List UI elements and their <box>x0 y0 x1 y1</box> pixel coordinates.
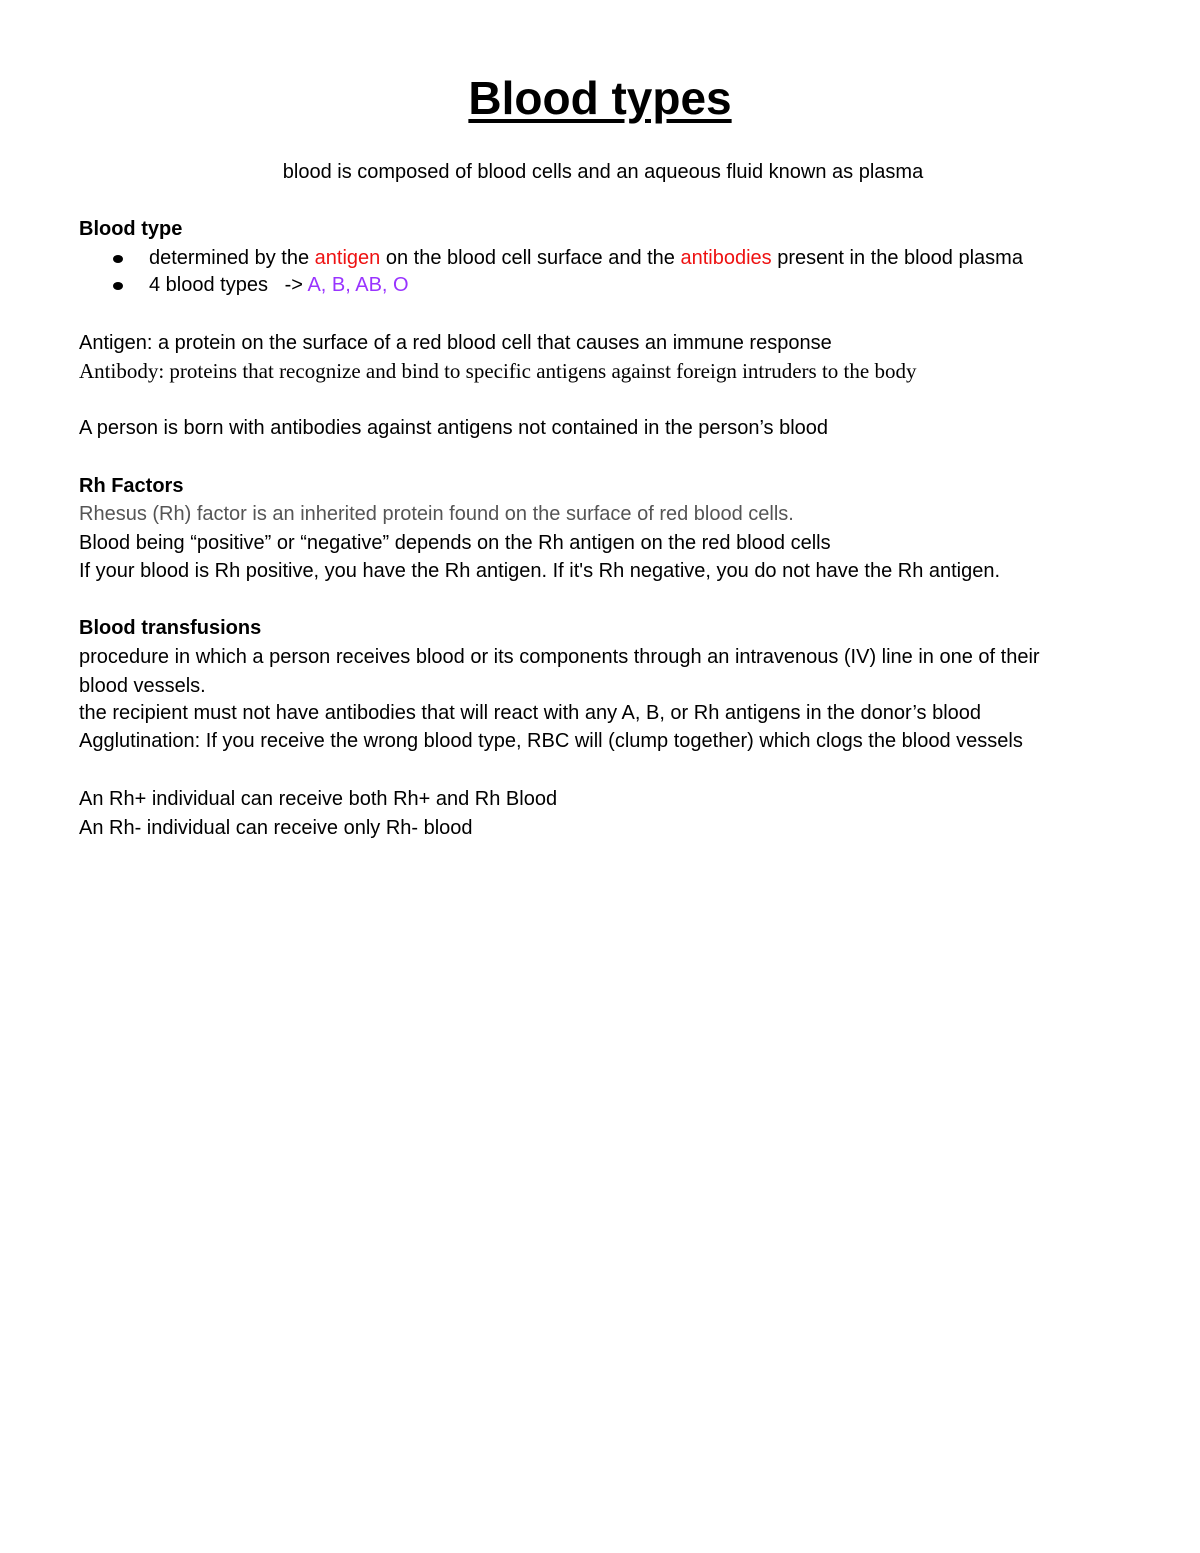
blood-type-list: A, B, AB, O <box>307 274 409 296</box>
born-with-antibodies-text: A person is born with antibodies against antigens not contained in the person’s blood <box>79 417 829 439</box>
antigen-definition: Antigen: a protein on the surface of a red blood cell that causes an immune response <box>79 332 832 354</box>
compatibility-line-1: An Rh+ individual can receive both Rh+ and Rh Blood <box>79 788 558 810</box>
antigen-term: antigen <box>314 247 381 269</box>
blood-type-bullet-types <box>149 272 409 298</box>
transfusions-line-2: blood vessels. <box>79 675 206 697</box>
blood-type-bullet-determined <box>149 245 1023 271</box>
antibody-definition: Antibody: proteins that recognize and bind to specific antigens against foreign intruders to the body <box>79 359 917 383</box>
rh-line-2: Blood being “positive” or “negative” depends on the Rh antigen on the red blood cells <box>79 532 831 554</box>
transfusions-line-1: procedure in which a person receives blood or its components through an intravenous (IV) line in one of their <box>79 646 1040 668</box>
rh-line-3: If your blood is Rh positive, you have the Rh antigen. If it's Rh negative, you do not have the Rh antigen. <box>79 560 1001 582</box>
transfusions-line-4: Agglutination: If you receive the wrong blood type, RBC will (clump together) which clogs the blood vessels <box>79 730 1023 752</box>
bullet-dot-icon <box>113 282 123 290</box>
rh-factors-heading: Rh Factors <box>79 475 184 497</box>
antibodies-term: antibodies <box>680 247 772 269</box>
bullet-text-segment: determined by the <box>149 247 315 269</box>
transfusions-line-3: the recipient must not have antibodies that will react with any A, B, or Rh antigens in the donor’s blood <box>79 702 982 724</box>
compatibility-line-2: An Rh- individual can receive only Rh- blood <box>79 817 473 839</box>
bullet-text-segment: 4 blood types -> <box>149 274 308 296</box>
bullet-text-segment: on the blood cell surface and the <box>380 247 681 269</box>
rh-line-1: Rhesus (Rh) factor is an inherited protein found on the surface of red blood cells. <box>79 503 794 525</box>
bullet-dot-icon <box>113 255 123 263</box>
page-title: Blood types <box>468 72 732 124</box>
transfusions-heading: Blood transfusions <box>79 617 262 639</box>
intro-text: blood is composed of blood cells and an aqueous fluid known as plasma <box>282 161 924 183</box>
blood-type-heading: Blood type <box>79 218 183 240</box>
bullet-text-segment: present in the blood plasma <box>771 247 1023 269</box>
